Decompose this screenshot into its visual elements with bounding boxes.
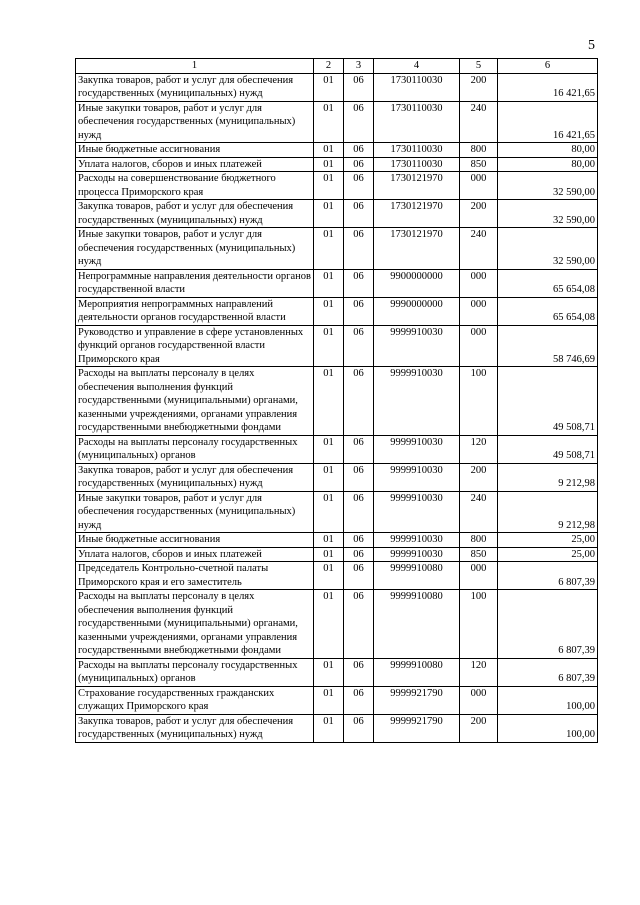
amount-cell: 32 590,00: [498, 228, 598, 270]
expense-type-cell: 000: [460, 562, 498, 590]
subsection-code-cell: 06: [344, 686, 374, 714]
subsection-code-cell: 06: [344, 562, 374, 590]
expense-type-cell: 200: [460, 200, 498, 228]
target-article-cell: 9999910030: [374, 367, 460, 436]
subsection-code-cell: 06: [344, 200, 374, 228]
amount-cell: 58 746,69: [498, 325, 598, 367]
subsection-code-cell: 06: [344, 297, 374, 325]
target-article-cell: 9999921790: [374, 686, 460, 714]
amount-cell: 49 508,71: [498, 435, 598, 463]
amount-cell: 9 212,98: [498, 491, 598, 533]
amount-cell: 6 807,39: [498, 658, 598, 686]
expense-type-cell: 000: [460, 297, 498, 325]
amount-cell: 6 807,39: [498, 590, 598, 659]
expense-name-cell: Страхование государственных гражданских служащих Приморского края: [76, 686, 314, 714]
table-row: [76, 367, 598, 436]
table-row: [76, 200, 598, 228]
subsection-code-cell: 06: [344, 590, 374, 659]
expense-type-cell: 100: [460, 590, 498, 659]
target-article-cell: 1730110030: [374, 143, 460, 158]
table-row: [76, 435, 598, 463]
expense-name-cell: Закупка товаров, работ и услуг для обеспечения государственных (муниципальных) нужд: [76, 463, 314, 491]
amount-cell: 6 807,39: [498, 562, 598, 590]
expense-name-cell: Закупка товаров, работ и услуг для обеспечения государственных (муниципальных) нужд: [76, 200, 314, 228]
expense-name-cell: Иные закупки товаров, работ и услуг для обеспечения государственных (муниципальных) нужд: [76, 228, 314, 270]
target-article-cell: 9999910030: [374, 547, 460, 562]
expense-name-cell: Непрограммные направления деятельности органов государственной власти: [76, 269, 314, 297]
subsection-code-cell: 06: [344, 714, 374, 742]
target-article-cell: 1730110030: [374, 157, 460, 172]
subsection-code-cell: 06: [344, 547, 374, 562]
section-code-cell: 01: [314, 435, 344, 463]
expense-name-cell: Иные закупки товаров, работ и услуг для обеспечения государственных (муниципальных) нужд: [76, 101, 314, 143]
amount-cell: 65 654,08: [498, 297, 598, 325]
section-code-cell: 01: [314, 228, 344, 270]
section-code-cell: 01: [314, 658, 344, 686]
expense-name-cell: Закупка товаров, работ и услуг для обеспечения государственных (муниципальных) нужд: [76, 714, 314, 742]
table-row: [76, 547, 598, 562]
expense-name-cell: Расходы на выплаты персоналу в целях обеспечения выполнения функций государственными (муниципальными) органами, казенными учреждениями, органами управления государственными внебюджетными фондами: [76, 367, 314, 436]
target-article-cell: 1730121970: [374, 200, 460, 228]
expense-type-cell: 000: [460, 269, 498, 297]
section-code-cell: 01: [314, 269, 344, 297]
section-code-cell: 01: [314, 73, 344, 101]
table-row: [76, 101, 598, 143]
subsection-code-cell: 06: [344, 491, 374, 533]
amount-cell: 80,00: [498, 143, 598, 158]
section-code-cell: 01: [314, 325, 344, 367]
expense-type-cell: 200: [460, 73, 498, 101]
target-article-cell: 9999910080: [374, 562, 460, 590]
expense-type-cell: 120: [460, 658, 498, 686]
amount-cell: 100,00: [498, 714, 598, 742]
expense-name-cell: Руководство и управление в сфере установленных функций органов государственной власти Приморского края: [76, 325, 314, 367]
expense-type-cell: 240: [460, 101, 498, 143]
expense-type-cell: 120: [460, 435, 498, 463]
expense-type-cell: 800: [460, 143, 498, 158]
budget-table-body: [76, 59, 598, 743]
header-cell: 3: [344, 59, 374, 74]
expense-type-cell: 800: [460, 533, 498, 548]
subsection-code-cell: 06: [344, 143, 374, 158]
page-number: 5: [588, 38, 595, 53]
target-article-cell: 1730110030: [374, 101, 460, 143]
section-code-cell: 01: [314, 533, 344, 548]
table-row: [76, 73, 598, 101]
subsection-code-cell: 06: [344, 101, 374, 143]
target-article-cell: 9990000000: [374, 297, 460, 325]
section-code-cell: 01: [314, 200, 344, 228]
section-code-cell: 01: [314, 714, 344, 742]
amount-cell: 16 421,65: [498, 101, 598, 143]
expense-type-cell: 100: [460, 367, 498, 436]
table-header-row: [76, 59, 598, 74]
target-article-cell: 9999910030: [374, 435, 460, 463]
subsection-code-cell: 06: [344, 435, 374, 463]
table-row: [76, 686, 598, 714]
target-article-cell: 9900000000: [374, 269, 460, 297]
table-row: [76, 143, 598, 158]
amount-cell: 80,00: [498, 157, 598, 172]
amount-cell: 32 590,00: [498, 172, 598, 200]
table-row: [76, 658, 598, 686]
section-code-cell: 01: [314, 101, 344, 143]
expense-name-cell: Председатель Контрольно-счетной палаты Приморского края и его заместитель: [76, 562, 314, 590]
target-article-cell: 9999910080: [374, 658, 460, 686]
section-code-cell: 01: [314, 367, 344, 436]
budget-table: [75, 58, 598, 743]
expense-name-cell: Закупка товаров, работ и услуг для обеспечения государственных (муниципальных) нужд: [76, 73, 314, 101]
section-code-cell: 01: [314, 491, 344, 533]
table-row: [76, 228, 598, 270]
expense-name-cell: Расходы на выплаты персоналу государственных (муниципальных) органов: [76, 435, 314, 463]
table-row: [76, 562, 598, 590]
expense-type-cell: 240: [460, 228, 498, 270]
amount-cell: 25,00: [498, 533, 598, 548]
table-row: [76, 491, 598, 533]
amount-cell: 65 654,08: [498, 269, 598, 297]
expense-name-cell: Расходы на выплаты персоналу государственных (муниципальных) органов: [76, 658, 314, 686]
table-row: [76, 269, 598, 297]
table-row: [76, 297, 598, 325]
subsection-code-cell: 06: [344, 463, 374, 491]
subsection-code-cell: 06: [344, 157, 374, 172]
subsection-code-cell: 06: [344, 269, 374, 297]
expense-type-cell: 850: [460, 157, 498, 172]
expense-type-cell: 000: [460, 686, 498, 714]
header-cell: 2: [314, 59, 344, 74]
subsection-code-cell: 06: [344, 658, 374, 686]
expense-name-cell: Уплата налогов, сборов и иных платежей: [76, 547, 314, 562]
section-code-cell: 01: [314, 463, 344, 491]
amount-cell: 32 590,00: [498, 200, 598, 228]
table-row: [76, 325, 598, 367]
target-article-cell: 9999910030: [374, 533, 460, 548]
subsection-code-cell: 06: [344, 325, 374, 367]
subsection-code-cell: 06: [344, 228, 374, 270]
table-row: [76, 533, 598, 548]
target-article-cell: 1730110030: [374, 73, 460, 101]
target-article-cell: 9999910030: [374, 463, 460, 491]
target-article-cell: 9999910030: [374, 491, 460, 533]
subsection-code-cell: 06: [344, 533, 374, 548]
section-code-cell: 01: [314, 172, 344, 200]
amount-cell: 16 421,65: [498, 73, 598, 101]
expense-name-cell: Иные бюджетные ассигнования: [76, 533, 314, 548]
section-code-cell: 01: [314, 547, 344, 562]
expense-type-cell: 000: [460, 325, 498, 367]
target-article-cell: 9999921790: [374, 714, 460, 742]
expense-type-cell: 850: [460, 547, 498, 562]
amount-cell: 100,00: [498, 686, 598, 714]
expense-name-cell: Мероприятия непрограммных направлений деятельности органов государственной власти: [76, 297, 314, 325]
target-article-cell: 9999910080: [374, 590, 460, 659]
header-cell: 6: [498, 59, 598, 74]
amount-cell: 49 508,71: [498, 367, 598, 436]
expense-type-cell: 240: [460, 491, 498, 533]
expense-type-cell: 200: [460, 714, 498, 742]
expense-name-cell: Иные закупки товаров, работ и услуг для обеспечения государственных (муниципальных) нужд: [76, 491, 314, 533]
section-code-cell: 01: [314, 157, 344, 172]
subsection-code-cell: 06: [344, 367, 374, 436]
expense-name-cell: Иные бюджетные ассигнования: [76, 143, 314, 158]
table-row: [76, 172, 598, 200]
section-code-cell: 01: [314, 590, 344, 659]
amount-cell: 9 212,98: [498, 463, 598, 491]
section-code-cell: 01: [314, 686, 344, 714]
target-article-cell: 9999910030: [374, 325, 460, 367]
expense-type-cell: 200: [460, 463, 498, 491]
subsection-code-cell: 06: [344, 73, 374, 101]
target-article-cell: 1730121970: [374, 228, 460, 270]
header-cell: 4: [374, 59, 460, 74]
expense-name-cell: Уплата налогов, сборов и иных платежей: [76, 157, 314, 172]
amount-cell: 25,00: [498, 547, 598, 562]
target-article-cell: 1730121970: [374, 172, 460, 200]
subsection-code-cell: 06: [344, 172, 374, 200]
header-cell: 5: [460, 59, 498, 74]
table-row: [76, 590, 598, 659]
section-code-cell: 01: [314, 143, 344, 158]
expense-type-cell: 000: [460, 172, 498, 200]
section-code-cell: 01: [314, 562, 344, 590]
expense-name-cell: Расходы на совершенствование бюджетного процесса Приморского края: [76, 172, 314, 200]
table-row: [76, 714, 598, 742]
table-row: [76, 463, 598, 491]
header-cell: 1: [76, 59, 314, 74]
section-code-cell: 01: [314, 297, 344, 325]
table-row: [76, 157, 598, 172]
expense-name-cell: Расходы на выплаты персоналу в целях обеспечения выполнения функций государственными (муниципальными) органами, казенными учреждениями, органами управления государственными внебюджетными фондами: [76, 590, 314, 659]
